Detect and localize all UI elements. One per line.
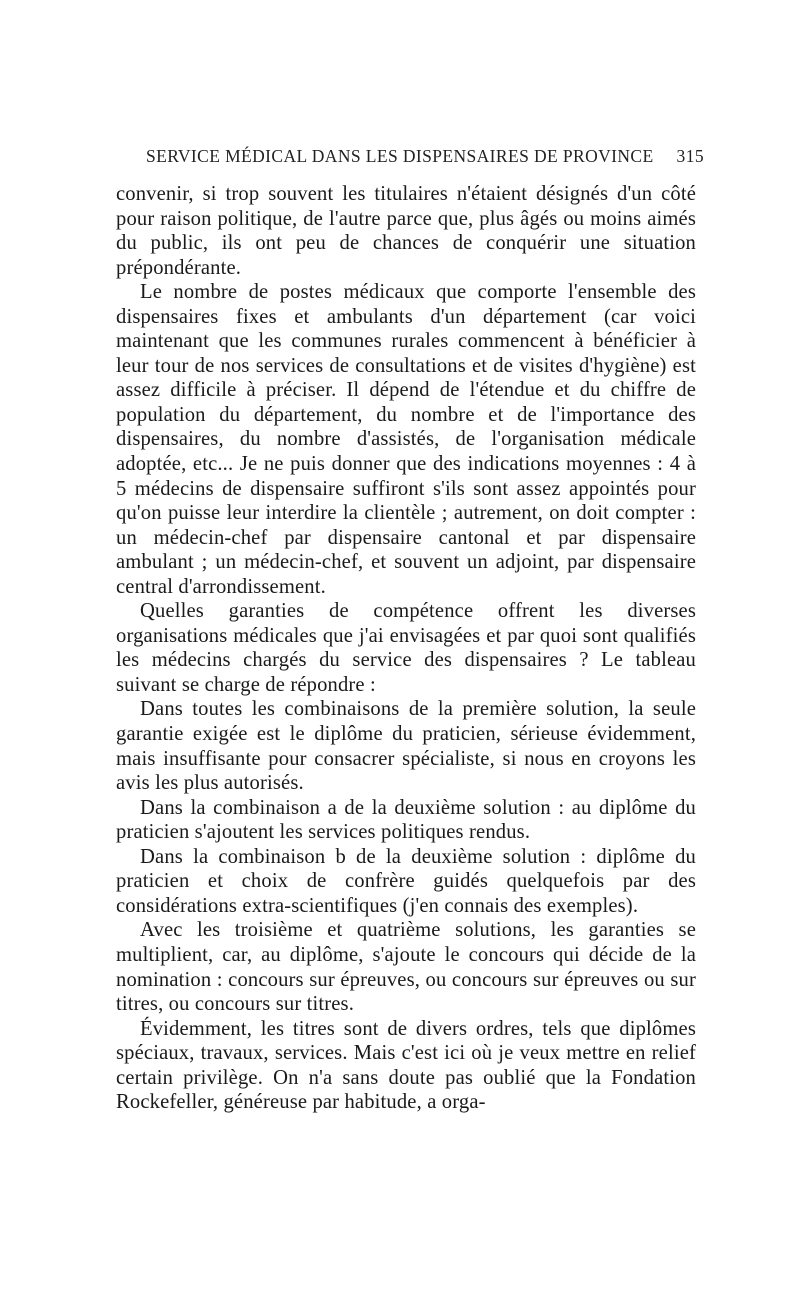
page-number: 315 <box>676 146 704 166</box>
paragraph: Dans toutes les combinaisons de la première solution, la seule garantie exigée est le diplôme du praticien, sérieuse évidemment, mais insuffisante pour consacrer spécialiste, si nous en croyons les avis les plus autorisés. <box>116 698 696 795</box>
body-text <box>116 182 696 1115</box>
paragraph: Évidemment, les titres sont de divers ordres, tels que diplômes spéciaux, travaux, services. Mais c'est ici où je veux mettre en relief certain privilège. On n'a sans doute pas oublié que la Fondation Rockefeller, généreuse par habitude, a orga- <box>116 1017 696 1114</box>
running-head <box>118 146 708 170</box>
paragraph: Dans la combinaison b de la deuxième solution : diplôme du praticien et choix de confrère guidés quelquefois par des considérations extra-scientifiques (j'en connais des exemples). <box>116 845 696 917</box>
paragraph: Dans la combinaison a de la deuxième solution : au diplôme du praticien s'ajoutent les services politiques rendus. <box>116 796 696 844</box>
paragraph: Quelles garanties de compétence offrent les diverses organisations médicales que j'ai envisagées et par quoi sont qualifiés les médecins chargés du service des dispensaires ? Le tableau suivant se charge de répondre : <box>116 600 696 696</box>
paragraph-continuation: convenir, si trop souvent les titulaires n'étaient désignés d'un côté pour raison politique, de l'autre parce que, plus âgés ou moins aimés du public, ils ont peu de chances de conquérir une situation prépondérante. <box>116 183 696 279</box>
paragraph: Avec les troisième et quatrième solutions, les garanties se multiplient, car, au diplôme, s'ajoute le concours qui décide de la nomination : concours sur épreuves, ou concours sur épreuves ou sur titres, ou concours sur titres. <box>116 919 696 1016</box>
paragraph: Le nombre de postes médicaux que comporte l'ensemble des dispensaires fixes et ambulants d'un département (car voici maintenant que les communes rurales commencent à bénéficier à leur tour de nos services de consultations et de visites d'hygiène) est assez difficile à préciser. Il dépend de l'étendue et du chiffre de population du département, du nombre et de l'importance des dispensaires, du nombre d'assistés, de l'organisation médicale adoptée, etc... Je ne puis donner que des indications moyennes : 4 à 5 médecins de dispensaire suffiront s'ils sont assez appointés pour qu'on puisse leur interdire la clientèle ; autrement, on doit compter : un médecin-chef par dispensaire cantonal et par dispensaire ambulant ; un médecin-chef, et souvent un adjoint, par dispensaire central d'arrondissement. <box>116 281 696 598</box>
running-title: SERVICE MÉDICAL DANS LES DISPENSAIRES DE PROVINCE <box>146 146 654 166</box>
